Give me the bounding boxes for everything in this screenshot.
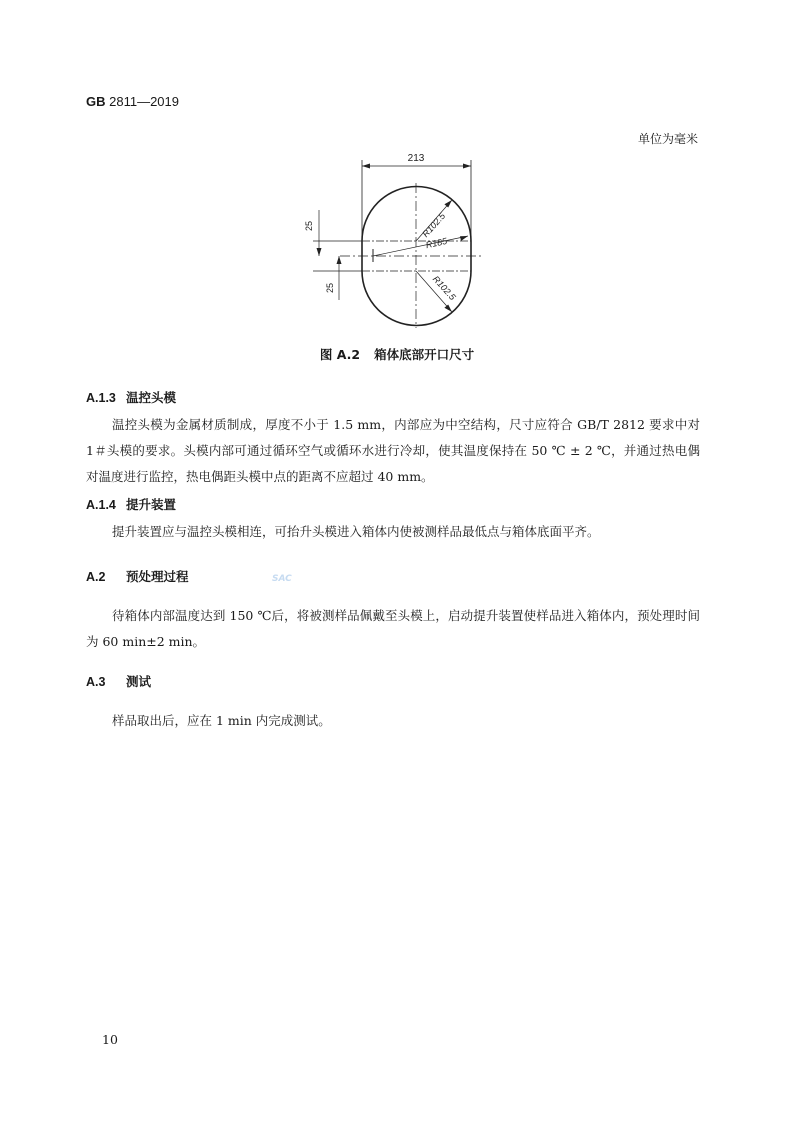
section-heading-a13: [86, 388, 176, 406]
page-number: 10: [102, 1032, 118, 1047]
r185-label: R185: [424, 235, 448, 251]
section-title: 提升装置: [126, 497, 177, 512]
width-dimension-label: 213: [407, 153, 425, 164]
section-number: A.1.4: [86, 498, 116, 512]
section-title: 温控头模: [126, 390, 177, 405]
figure-number: 图 A.2: [319, 347, 361, 362]
sac-watermark: SAC: [272, 574, 292, 584]
section-paragraph-a3: 样品取出后，应在 1 min 内完成测试。: [112, 713, 331, 728]
section-number: A.2: [86, 570, 106, 584]
section-heading-a3: [86, 672, 151, 690]
section-title: 预处理过程: [126, 569, 189, 584]
upper-radius-arrow: [444, 200, 452, 208]
upper-25-label: 25: [304, 220, 314, 232]
section-paragraph-a2: 待箱体内部温度达到 150 ℃后，将被测样品佩戴至头模上，启动提升装置使样品进入箱体内，预处理时间为 60 min±2 min。: [86, 608, 700, 649]
width-arrow-right: [463, 164, 471, 169]
section-number: A.3: [86, 675, 106, 689]
section-heading-a2: [86, 567, 189, 585]
section-number: A.1.3: [86, 391, 116, 405]
r185-leader: [373, 236, 468, 256]
figure-caption: [0, 345, 794, 363]
width-arrow-left: [362, 164, 370, 169]
standard-prefix: GB: [86, 94, 106, 109]
standard-number: 2811—2019: [109, 94, 179, 109]
section-paragraph-a14: 提升装置应与温控头模相连，可抬升头模进入箱体内使被测样品最低点与箱体底面平齐。: [112, 524, 600, 539]
r185-arrow: [460, 236, 468, 241]
section-paragraph-a13: 温控头模为金属材质制成，厚度不小于 1.5 mm，内部应为中空结构，尺寸应符合 GB/T 2812 要求中对 1＃头模的要求。头模内部可通过循环空气或循环水进行冷却，使其温度保持在 50 ℃ ± 2 ℃，并通过热电偶对温度进行监控，热电偶距头模中点的距离不应超过 40 mm。: [86, 417, 700, 484]
lower-radius-arrow: [444, 305, 452, 313]
unit-note: 单位为毫米: [637, 132, 698, 146]
figure-title: 箱体底部开口尺寸: [374, 347, 475, 362]
lower-radius-label: R102.5: [430, 273, 458, 303]
standard-code: [86, 94, 179, 109]
upper-25-arrow: [317, 248, 322, 256]
lower-25-arrow: [337, 256, 342, 264]
opening-dimension-figure: [296, 148, 496, 338]
section-heading-a14: [86, 495, 176, 513]
upper-radius-label: R102.5: [420, 210, 448, 240]
lower-25-label: 25: [325, 282, 335, 294]
section-title: 测试: [126, 674, 152, 689]
